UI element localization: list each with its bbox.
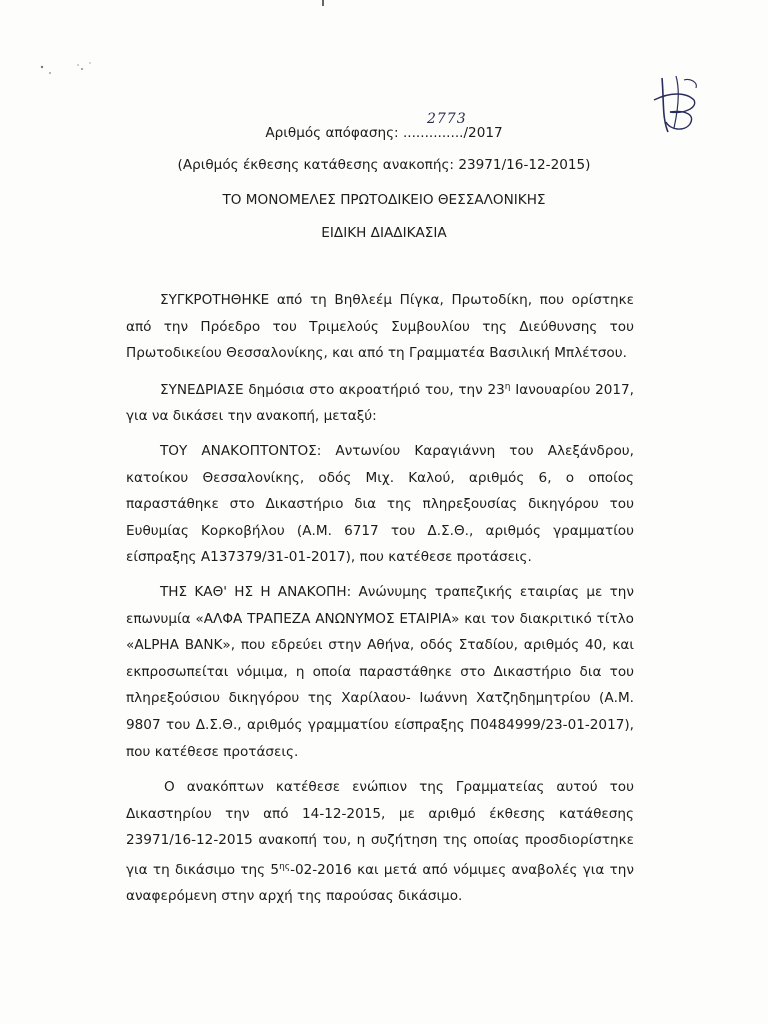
court-name: ΤΟ ΜΟΝΟΜΕΛΕΣ ΠΡΩΤΟΔΙΚΕΙΟ ΘΕΣΣΑΛΟΝΙΚΗΣ — [222, 192, 546, 208]
procedure-type: ΕΙΔΙΚΗ ΔΙΑΔΙΚΑΣΙΑ — [321, 225, 447, 241]
decision-number-blank: .............. 2773 — [402, 111, 467, 141]
decision-year: /2017 — [463, 125, 503, 141]
document-body — [126, 287, 634, 910]
decision-number-line — [0, 111, 768, 141]
respondent-paragraph: ΤΗΣ ΚΑΘ' ΗΣ Η ΑΝΑΚΟΠΗ: Ανώνυμης τραπεζικής εταιρίας με την επωνυμία «ΑΛΦΑ ΤΡΑΠΕΖΑ ΑΝΩΝΥΜΟΣ ΕΤΑΙΡΙΑ» και τον διακριτικό τίτλο «ALPHA BANK», που εδρεύει στην Αθήνα, οδός Σταδίου, αριθμός 40, και εκπροσωπείται νόμιμα, η οποία παραστάθηκε στο Δικαστήριο δια του πληρεξούσιου δικηγόρου της Χαρίλαου- Ιωάννη Χατζηδημητρίου (Α.Μ. 9807 του Δ.Σ.Θ., αριθμός γραμματίου είσπραξης Π0484999/23-01-2017), που κατέθεσε προτάσεις. — [126, 583, 634, 760]
scan-specks — [30, 55, 100, 85]
handwritten-decision-number: 2773 — [426, 111, 467, 127]
session-paragraph: ΣΥΝΕΔΡΙΑΣΕ δημόσια στο ακροατήριό του, την $23^\eta$ Ιανουαρίου 2017, για να δικάσει την ανακοπή, μεταξύ: — [126, 381, 634, 425]
scan-mark — [322, 0, 324, 6]
filing-paragraph: Ο ανακόπτων κατέθεσε ενώπιον της Γραμματείας αυτού του Δικαστηρίου την από 14-12-2015, με αριθμό έκθεσης κατάθεσης 23971/16-12-2015 ανακοπή του, η συζήτηση της οποίας προσδιορίστηκε για τη δικάσιμο της $5^{\eta\varsigma}-02-2016$ και μετά από νόμιμες αναβολές για την αναφερόμενη στην αρχή της παρούσας δικάσιμο. — [126, 779, 635, 905]
opponent-paragraph: ΤΟΥ ΑΝΑΚΟΠΤΟΝΤΟΣ: Αντωνίου Καραγιάννη του Αλεξάνδρου, κατοίκου Θεσσαλονίκης, οδός Μιχ. Καλού, αριθμός 6, ο οποίος παραστάθηκε στο Δικαστήριο δια της πληρεξουσίας δικηγόρου του Ευθυμίας Κορκοβήλου (Α.Μ. 6717 του Δ.Σ.Θ., αριθμός γραμματίου είσπραξης Α137379/31-01-2017), που κατέθεσε προτάσεις. — [126, 442, 634, 566]
filing-number-line: (Αριθμός έκθεσης κατάθεσης ανακοπής: 23971/16-12-2015) — [177, 157, 591, 173]
composition-paragraph: ΣΥΓΚΡΟΤΗΘΗΚΕ από τη Βηθλεέμ Πίγκα, Πρωτοδίκη, που ορίστηκε από την Πρόεδρο του Τριμελούς Συμβουλίου της Διεύθυνσης του Πρωτοδικείου Θεσσαλονίκης, και από τη Γραμματέα Βασιλική Μπλέτσου. — [126, 292, 634, 362]
decision-prefix: Αριθμός απόφασης: — [265, 125, 403, 141]
